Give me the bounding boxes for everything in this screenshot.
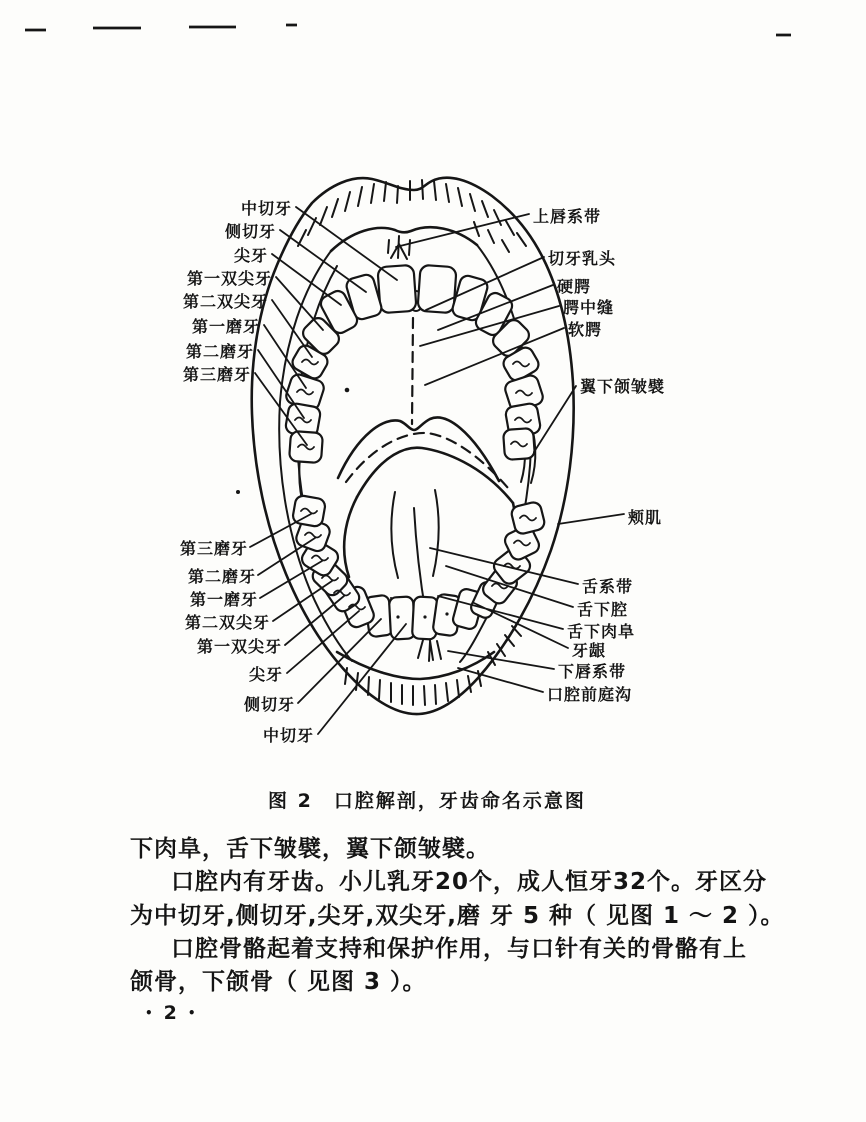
label-incisive-papilla: 切牙乳头 [548, 249, 617, 268]
body-text-line: 下肉阜，舌下皱襞，翼下颌皱襞。 [130, 836, 490, 862]
figure-caption: 图 2 口腔解剖，牙齿命名示意图 [268, 790, 586, 812]
label-upper-second-premolar: 第二双尖牙 [183, 292, 269, 311]
label-upper-first-premolar: 第一双尖牙 [187, 269, 273, 288]
body-text-line: 为中切牙,侧切牙,尖牙,双尖牙,磨 牙 5 种（ 见图 1 ～ 2 ）。 [130, 903, 785, 929]
body-text-line: 口腔内有牙齿。小儿乳牙20个，成人恒牙32个。牙区分 [171, 869, 768, 895]
label-lower-first-premolar: 第一双尖牙 [197, 637, 283, 656]
label-lower-lip-frenulum: 下唇系带 [558, 662, 627, 681]
page-number-right-mark: • [187, 1006, 198, 1020]
label-lower-lateral-incisor: 侧切牙 [244, 695, 296, 714]
page-number [136, 1002, 207, 1024]
label-pterygomandibular-fold: 翼下颌皱襞 [580, 377, 666, 396]
label-upper-third-molar: 第三磨牙 [183, 365, 252, 384]
label-lower-canine: 尖牙 [249, 665, 284, 684]
label-hard-palate: 硬腭 [557, 277, 592, 296]
label-lower-central-incisor: 中切牙 [263, 726, 315, 745]
label-sublingual-caruncle: 舌下肉阜 [567, 622, 636, 641]
label-lower-first-molar: 第一磨牙 [190, 590, 259, 609]
body-text-line: 口腔骨骼起着支持和保护作用，与口针有关的骨骼有上 [171, 936, 747, 962]
label-palatine-raphe: 腭中缝 [563, 298, 615, 317]
page-number-left-mark: • [145, 1006, 155, 1020]
label-lingual-frenulum: 舌系带 [582, 577, 634, 596]
label-upper-lip-frenulum: 上唇系带 [533, 207, 602, 226]
label-upper-first-molar: 第一磨牙 [192, 317, 261, 336]
label-gingiva: 牙龈 [572, 641, 607, 660]
label-lower-second-premolar: 第二双尖牙 [185, 613, 271, 632]
scan-artifact-dashes [25, 25, 791, 35]
label-upper-canine: 尖牙 [234, 246, 269, 265]
label-oral-vestibule-groove: 口腔前庭沟 [547, 685, 633, 704]
label-upper-central-incisor: 中切牙 [241, 199, 293, 218]
label-sublingual-space: 舌下腔 [577, 600, 629, 619]
label-upper-second-molar: 第二磨牙 [186, 342, 255, 361]
label-upper-lateral-incisor: 侧切牙 [225, 222, 277, 241]
upper-lip-frenulum-drawing [388, 236, 410, 259]
label-lower-third-molar: 第三磨牙 [180, 539, 249, 558]
label-buccinator-muscle: 颊肌 [628, 508, 663, 527]
label-lower-second-molar: 第二磨牙 [188, 567, 257, 586]
body-text-line: 颌骨，下颌骨（ 见图 3 ）。 [130, 969, 427, 995]
label-soft-palate: 软腭 [568, 320, 603, 339]
page-number-value: 2 [163, 1002, 179, 1024]
